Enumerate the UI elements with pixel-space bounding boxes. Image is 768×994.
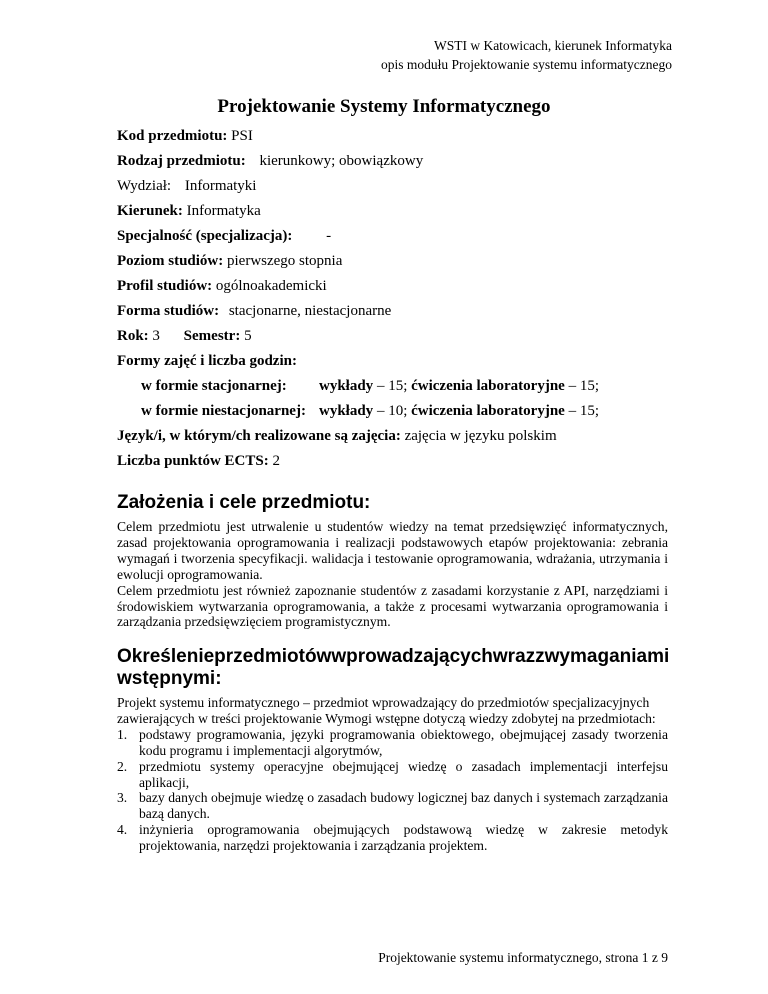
niestac-wyklady-label: wykłady: [319, 403, 374, 419]
forma-label: Forma studiów:: [117, 303, 220, 319]
niestac-label: w formie niestacjonarnej:: [141, 403, 306, 419]
stac-cw-value: – 15;: [568, 378, 599, 394]
semestr-label: Semestr:: [183, 328, 241, 344]
section-wymagania-heading-line2: wstępnymi:: [117, 668, 222, 689]
specjalnosc-label: Specjalność (specjalizacja):: [117, 228, 293, 244]
field-forma: [117, 303, 391, 320]
semestr-value: 5: [244, 328, 252, 344]
page-footer: Projektowanie systemu informatycznego, strona 1 z 9: [378, 950, 668, 965]
list-item: [117, 759, 668, 791]
stac-cw-label: ćwiczenia laboratoryjne: [411, 378, 565, 394]
stac-wyklady-label: wykłady: [319, 378, 374, 394]
section-cele-body: [117, 519, 668, 630]
stac-hours: [319, 378, 599, 395]
list-item: [117, 790, 668, 822]
rodzaj-label: Rodzaj przedmiotu:: [117, 153, 246, 169]
niestac-wyklady-value: – 10;: [376, 403, 408, 419]
list-item-text: bazy danych obejmuje wiedzę o zasadach budowy logicznej baz danych i systemach zarządzania bazą danych.: [139, 790, 668, 822]
list-item-text: inżynieria oprogramowania obejmujących podstawową wiedzę w zakresie metodyk projektowania, narzędzi projektowania i zarządzania projektem.: [139, 822, 668, 854]
field-specjalnosc: [117, 228, 331, 245]
cele-paragraph-1: Celem przedmiotu jest utrwalenie u studentów wiedzy na temat przedsięwzięć informatycznych, zasad projektowania oprogramowania i realizacji podstawowych etapów projektowania: zebrania wymagań i tworzenia specyfikacji. walidacja i testowanie oprogramowania, wdrażania, utrzymania i ewolucji oprogramowania.: [117, 519, 668, 582]
heading-word: wymaganiami: [544, 646, 670, 667]
ects-value: 2: [272, 453, 280, 469]
field-formy-zajec: Formy zajęć i liczba godzin:: [117, 353, 297, 369]
list-item-number: 1.: [117, 726, 128, 742]
header-line-1: WSTI w Katowicach, kierunek Informatyka: [433, 38, 672, 53]
poziom-label: Poziom studiów:: [117, 253, 224, 269]
profil-value: ogólnoakademicki: [215, 278, 327, 294]
section-wymagania-body: [117, 695, 668, 854]
heading-word: Określenie: [117, 646, 215, 667]
list-item-text: podstawy programowania, języki programowania obiektowego, obejmującej zasady tworzenia kodu programu i implementacji algorytmów,: [139, 726, 668, 758]
kierunek-label: Kierunek:: [117, 203, 183, 219]
field-kierunek: [117, 203, 261, 220]
profil-label: Profil studiów:: [117, 278, 213, 294]
list-item-number: 4.: [117, 822, 128, 838]
stac-label: w formie stacjonarnej:: [141, 378, 287, 394]
poziom-value: pierwszego stopnia: [227, 253, 343, 269]
list-item-number: 3.: [117, 790, 128, 806]
field-ects: [117, 453, 280, 470]
field-rodzaj: [117, 153, 423, 170]
heading-word: przedmiotów: [214, 646, 332, 667]
niestac-cw-value: – 15;: [568, 403, 599, 419]
header-line-2: opis modułu Projektowanie systemu informatycznego: [381, 57, 672, 72]
forma-value: stacjonarne, niestacjonarne: [228, 303, 392, 319]
wydzial-value: Informatyki: [184, 178, 257, 194]
page-header: [381, 36, 672, 74]
field-kod: [117, 128, 253, 145]
wydzial-label: Wydział:: [117, 178, 172, 194]
field-rok-semestr: [117, 328, 252, 345]
kierunek-value: Informatyka: [186, 203, 261, 219]
jezyk-value: zajęcia w języku polskim: [404, 428, 557, 444]
stac-wyklady-value: – 15;: [376, 378, 408, 394]
field-wydzial: [117, 178, 256, 195]
specjalnosc-value: -: [326, 228, 332, 244]
rodzaj-value: kierunkowy; obowiązkowy: [259, 153, 424, 169]
heading-word: wraz: [492, 646, 536, 667]
kod-label: Kod przedmiotu:: [117, 128, 228, 144]
kod-value: PSI: [231, 128, 253, 144]
field-profil: [117, 278, 327, 295]
section-wymagania-heading: [117, 646, 668, 668]
rok-value: 3: [152, 328, 160, 344]
document-title: Projektowanie Systemy Informatycznego: [217, 96, 551, 117]
rok-label: Rok:: [117, 328, 149, 344]
wymagania-intro: Projekt systemu informatycznego – przedmiot wprowadzający do przedmiotów specjalizacyjnych zawierających w treści projektowanie Wymogi wstępne dotyczą wiedzy zdobytej na przedmiotach:: [117, 695, 656, 726]
jezyk-label: Język/i, w którym/ch realizowane są zajęcia:: [117, 428, 401, 444]
list-item: [117, 727, 668, 759]
field-jezyk: [117, 428, 557, 445]
ects-label: Liczba punktów ECTS:: [117, 453, 269, 469]
heading-word: wprowadzających: [331, 646, 493, 667]
field-poziom: [117, 253, 342, 270]
niestac-cw-label: ćwiczenia laboratoryjne: [411, 403, 565, 419]
cele-paragraph-2: Celem przedmiotu jest również zapoznanie studentów z zasadami korzystanie z API, narzędziami i środowiskiem wytwarzania oprogramowania, a także z procesami wytwarzania oprogramowania i zarządzania przedsięwzięciem programistycznym.: [117, 582, 668, 630]
list-item-number: 2.: [117, 758, 128, 774]
section-cele-heading: Założenia i cele przedmiotu:: [117, 492, 371, 513]
list-item-text: przedmiotu systemy operacyjne obejmującej wiedzę o zasadach implementacji interfejsu aplikacji,: [139, 758, 668, 790]
list-item: [117, 822, 668, 854]
heading-word: z: [535, 646, 545, 667]
niestac-hours: [319, 403, 599, 420]
